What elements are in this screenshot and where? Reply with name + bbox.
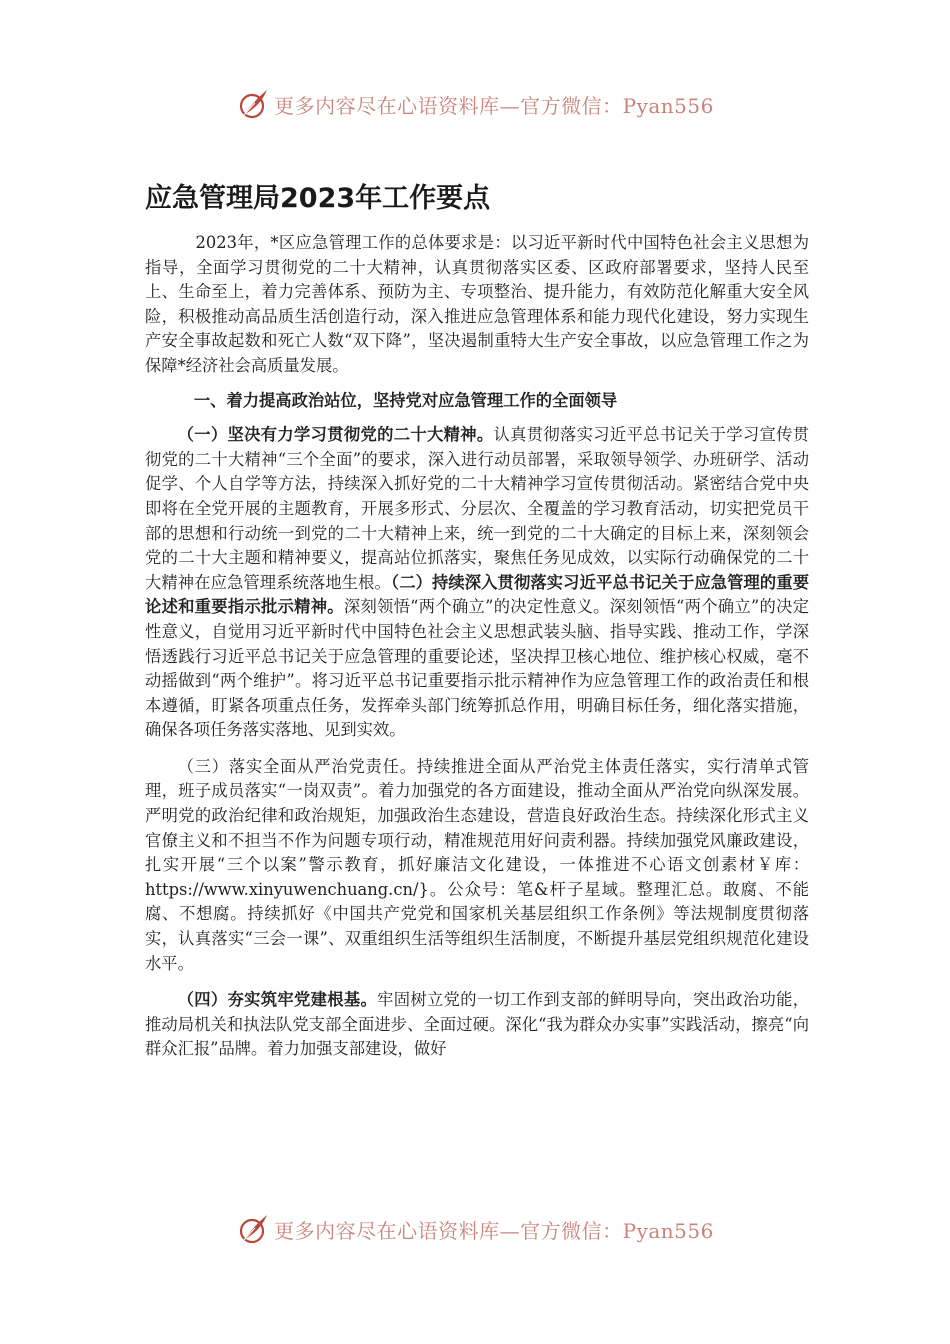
banner-text: 更多内容尽在心语资料库—官方微信：Pyan556 — [274, 1218, 714, 1243]
quill-pen-circle-logo — [236, 87, 270, 121]
banner-text: 更多内容尽在心语资料库—官方微信：Pyan556 — [274, 93, 714, 118]
paragraph-4-lead: （四）夯实筑牢党建根基。 — [177, 990, 378, 1010]
paragraph-1-lead: （一）坚决有力学习贯彻党的二十大精神。 — [177, 425, 494, 445]
document-title: 应急管理局2023年工作要点 — [145, 183, 491, 214]
document-body — [145, 231, 809, 1062]
paragraph-2-lead: （二）持续深入贯彻落实习近平总书记关于应急管理的重要论述和重要指示批示精神。 — [145, 572, 809, 617]
quill-pen-circle-logo — [236, 1212, 270, 1246]
paragraph-1-text: 认真贯彻落实习近平总书记关于学习宣传贯彻党的二十大精神“三个全面”的要求，深入进行动员部署，采取领导领学、办班研学、活动促学、个人自学等方法，持续深入抓好党的二十大精神学习宣传贯彻活动。紧密结合党中央即将在全党开展的主题教育，开展多形式、分层次、全覆盖的学习教育活动，切实把党员干部的思想和行动统一到党的二十大精神上来，统一到党的二十大确定的目标上来，深刻领会党的二十大主题和精神要义，提高站位抓落实，聚焦任务见成效，以实际行动确保党的二十大精神在应急管理系统落地生根。 — [145, 425, 809, 592]
paragraph-4-text: 牢固树立党的一切工作到支部的鲜明导向，突出政治功能，推动局机关和执法队党支部全面进步、全面过硬。深化“我为群众办实事”实践活动，擦亮“向群众汇报”品牌。着力加强支部建设，做好 — [145, 990, 809, 1059]
section-heading-1: 一、着力提高政治站位，坚持党对应急管理工作的全面领导 — [193, 390, 618, 410]
paragraph-3: （三）落实全面从严治党责任。持续推进全面从严治党主体责任落实，实行清单式管理，班子成员落实“一岗双责”。着力加强党的各方面建设，推动全面从严治党向纵深发展。严明党的政治纪律和政治规矩，加强政治生态建设，营造良好政治生态。持续深化形式主义官僚主义和不担当不作为问题专项行动，精准规范用好问责利器。持续加强党风廉政建设，扎实开展“三个以案”警示教育，抓好廉洁文化建设，一体推进不心语文创素材￥库：https://www.xinyuwenchuang.cn/}。公众号：笔&杆子星域。整理汇总。敢腐、不能腐、不想腐。持续抓好《中国共产党党和国家机关基层组织工作条例》等法规制度贯彻落实，认真落实“三会一课”、双重组织生活等组织生活制度，不断提升基层党组织规范化建设水平。 — [145, 756, 809, 973]
paragraph-2-text: 深刻领悟“两个确立”的决定性意义。深刻领悟“两个确立”的决定性意义，自觉用习近平新时代中国特色社会主义思想武装头脑、指导实践、推动工作，学深悟透践行习近平总书记关于应急管理的重要论述，坚决捍卫核心地位、维护核心权威，毫不动摇做到“两个维护”。将习近平总书记重要指示批示精神作为应急管理工作的政治责任和根本遵循，盯紧各项重点任务，发挥牵头部门统筹抓总作用，明确目标任务，细化落实措施，确保各项任务落实落地、见到实效。 — [145, 597, 809, 740]
footer-banner — [0, 1209, 950, 1249]
intro-paragraph: 2023年，*区应急管理工作的总体要求是：以习近平新时代中国特色社会主义思想为指导，全面学习贯彻党的二十大精神，认真贯彻落实区委、区政府部署要求，坚持人民至上、生命至上，着力完善体系、预防为主、专项整治、提升能力，有效防范化解重大安全风险，积极推动高品质生活创造行动，深入推进应急管理体系和能力现代化建设，努力实现生产安全事故起数和死亡人数“双下降”，坚决遏制重特大生产安全事故，以应急管理工作之为保障*经济社会高质量发展。 — [145, 233, 809, 375]
paragraph-1-2 — [145, 423, 809, 743]
header-banner — [0, 84, 950, 124]
paragraph-4 — [145, 988, 809, 1062]
